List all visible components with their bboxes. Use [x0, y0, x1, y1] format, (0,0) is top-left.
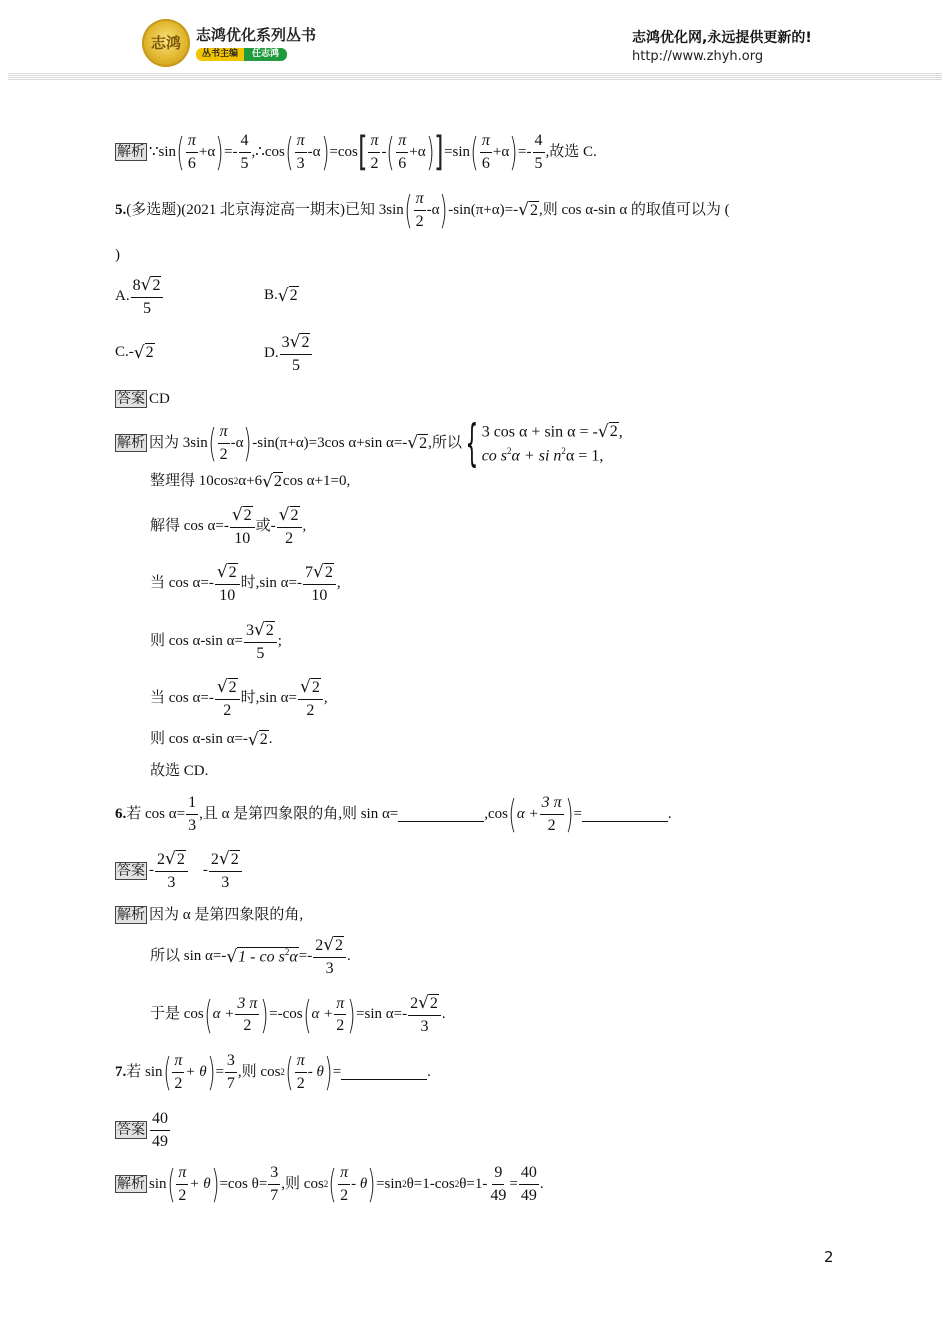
q6-blank-2[interactable]: [582, 807, 668, 822]
q5-analysis-line8: 故选 CD.: [150, 763, 209, 779]
q5-answer: 答案 CD: [117, 390, 170, 407]
q7-analysis: 解析 sin ( $\frac{\pi}{2}$ + θ ) =cos θ= $\frac{3}{7}$ ,则 cos 2 ( $\frac{\pi}{2}$ - θ ) =sin 2 θ=1-cos 2 θ=1- $\frac{9}{49}$ = $\frac{40}{49}$ .: [117, 1162, 544, 1207]
q5-close-paren: ): [115, 247, 120, 263]
q5-option-a: A. 8 √ 2 5: [115, 276, 164, 317]
q5-analysis-line3: 解得 cos α=- √ 2 10 或- √ 2 2 ,: [150, 505, 307, 547]
q5-analysis-line7: 则 cos α-sin α=- √ 2 .: [150, 729, 273, 750]
site-slogan: 志鸿优化网,永远提供更新的!: [632, 30, 812, 46]
q7-question: 7. 若 sin ( $\frac{\pi}{2}$ + θ ) = $\frac{3}{7}$ ,则 cos 2 ( $\frac{\pi}{2}$ - θ ) = .: [115, 1050, 431, 1095]
q7-blank[interactable]: [341, 1065, 427, 1080]
header-divider: [8, 72, 942, 80]
q6-blank-1[interactable]: [398, 807, 484, 822]
q5-question: 5. (多选题)(2021 北京海淀高一期末)已知 3sin ( $\frac{\pi}{2}$ -α ) -sin(π+α)=- √ 2 ,则 cos α-sin α 的取值可以为 (: [115, 188, 730, 233]
q5-option-c: C.- √ 2: [115, 342, 154, 363]
q5-analysis-line5: 则 cos α-sin α= 3 √ 2 5 ;: [150, 620, 282, 662]
brand-title: 志鸿优化系列丛书: [196, 26, 317, 44]
q4-analysis: 解析 ∵sin ( $\frac{\pi}{6}$ +α ) =- $\frac{4}{5}$ ,∴cos ( $\frac{\pi}{3}$ -α ) =cos [ $\frac{\pi}{2}$ - ( $\frac{\pi}{6}$ +α ) ] =sin ( $\frac{\pi}{6}$ +α ) =- $\frac{4}{5}$ ,故选 C.: [117, 129, 597, 176]
q5-option-b: B. √ 2: [264, 285, 298, 306]
page-number: 2: [824, 1248, 834, 1266]
page-header: [0, 0, 950, 82]
q6-analysis-line2: 所以 sin α=- √ 1 - co $s^2\alpha$ =- 2 √ 2 3 .: [150, 935, 351, 977]
editor-tag: 丛书主编 任志鸿: [196, 48, 287, 61]
q5-analysis-line4: 当 cos α=- √ 2 10 时,sin α=- 7 √ 2 10 ,: [150, 562, 341, 604]
q5-option-d: D. 3 √ 2 5: [264, 333, 313, 374]
q6-analysis-line3: 于是 cos ( α + $\frac{3 \pi}{2}$ ) =-cos ( α + $\frac{\pi}{2}$ ) =sin α=- 2 √ 2 3 .: [150, 992, 446, 1037]
q6-answer: 答案 - 2 √ 2 3 - 2 √ 2 3: [115, 850, 243, 891]
q5-analysis-line6: 当 cos α=- √ 2 2 时,sin α= √ 2 2 ,: [150, 677, 328, 719]
q6-question: 6. 若 cos α= $\frac{1}{3}$ ,且 α 是第四象限的角,则 sin α= ,cos ( α + $\frac{3 \pi}{2}$ ) = .: [115, 792, 672, 837]
q5-analysis-line1: 解析 因为 3sin ( $\frac{\pi}{2}$ -α ) -sin(π+α)=3cos α+sin α=- √ 2 ,所以 { 3 cos α + sin α = - √ 2 , co $s^2\alpha$ + si $n^2\alpha = 1$,: [117, 414, 623, 472]
q5-analysis-line2: 整理得 10cos 2 α+6 √ 2 cos α+1=0,: [150, 471, 351, 492]
q6-analysis-line1: 解析 因为 α 是第四象限的角,: [117, 906, 304, 923]
site-url[interactable]: http://www.zhyh.org: [632, 49, 764, 64]
zhihong-logo-icon: 志鸿: [142, 19, 190, 67]
q7-answer: 答案 $\frac{40}{49}$: [117, 1110, 168, 1150]
